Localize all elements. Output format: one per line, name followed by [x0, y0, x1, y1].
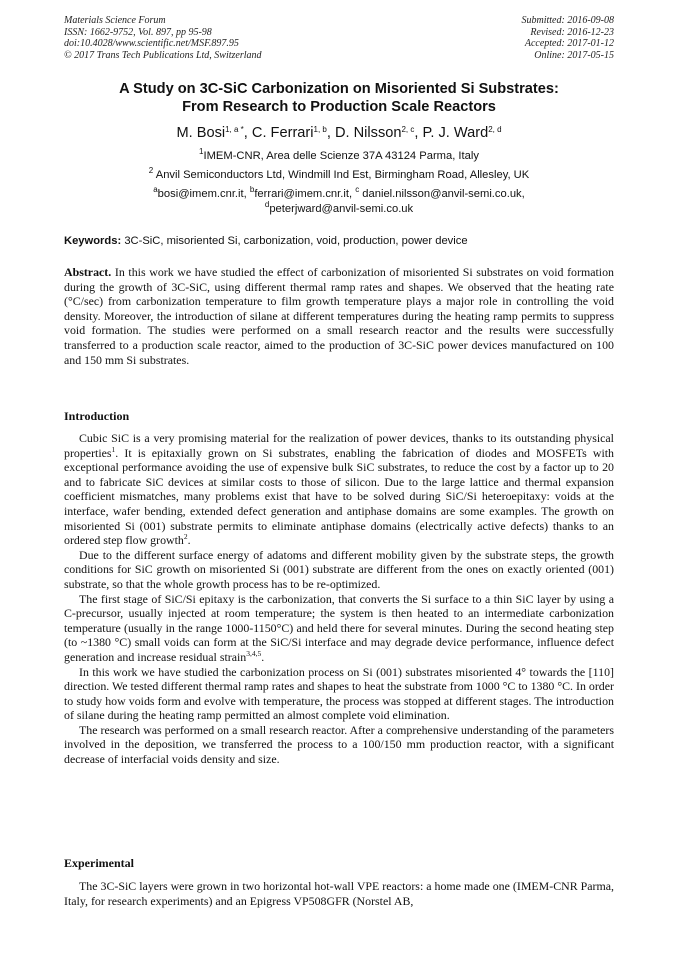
affiliation-2 — [40, 168, 638, 182]
copyright-line: © 2017 Trans Tech Publications Ltd, Switzerland — [64, 49, 262, 61]
affiliation-mark: 2 — [148, 166, 154, 175]
abstract-section — [64, 265, 614, 367]
intro-paragraph-4: In this work we have studied the carbonization process on Si (001) substrates misoriented 4° towards the [110] direction. We tested different thermal ramp rates and shapes to heat the substrate from 1000 °C to 1380 °C. In order to study how voids form and evolve with temperature, the process was stopped at different stages. The introduction of silane during the heating ramp permitted an almost complete void elimination. — [64, 664, 614, 723]
paragraph-text: The first stage of SiC/Si epitaxy is the carbonization, that converts the Si surface to a thin SiC layer by using a C-precursor, usually injected at room temperature; the system is then heated to an intermediate carbonization temperature (usually in the range 1000-1150°C) and held there for several minutes. During the second heating step (to ~1380 °C) small voids can form at the SiC/Si interface and may degrade device performance, influence defect generation and increase residual strain — [64, 591, 614, 664]
intro-paragraph-5: The research was performed on a small research reactor. After a comprehensive understanding of the parameters involved in the deposition, we transferred the process to a 100/150 mm production reactor, with a significant decrease of interfacial voids density and size. — [64, 722, 614, 767]
online-date: Online: 2017-05-15 — [534, 49, 614, 61]
keywords-line — [64, 234, 624, 248]
experimental-heading: Experimental — [64, 856, 134, 870]
title-line-2: From Research to Production Scale Reactors — [182, 99, 496, 115]
affiliation-text: Anvil Semiconductors Ltd, Windmill Ind Est, Birmingham Road, Allesley, UK — [155, 169, 530, 181]
issn-line: ISSN: 1662-9752, Vol. 897, pp 95-98 — [64, 26, 212, 38]
accepted-date: Accepted: 2017-01-12 — [524, 38, 614, 49]
citation-ref[interactable]: 2 — [183, 532, 188, 542]
email-line-2 — [40, 202, 638, 216]
citation-ref[interactable]: 3,4,5 — [246, 648, 262, 658]
intro-paragraph-3 — [64, 592, 614, 665]
affiliation-1 — [40, 149, 638, 163]
paragraph-text: . — [261, 649, 265, 664]
author-affiliation-mark: 2, c — [401, 125, 415, 134]
submitted-date: Submitted: 2016-09-08 — [521, 15, 614, 26]
email-link[interactable]: bosi@imem.cnr.it, — [157, 188, 247, 200]
author-name: C. Ferrari — [251, 125, 314, 141]
author-name: P. J. Ward — [422, 125, 489, 141]
author-affiliation-mark: 2, d — [488, 125, 502, 134]
citation-ref[interactable]: 1 — [111, 444, 116, 454]
author-list: M. Bosi$^{1, a *}$, C. Ferrari$^{1, b}$, D. Nilsson$^{2, c}$, P. J. Ward$^{2, d}$ — [176, 125, 502, 141]
title-line-1: A Study on 3C-SiC Carbonization on Misoriented Si Substrates: — [119, 81, 559, 97]
abstract-text: In this work we have studied the effect of carbonization of misoriented Si substrates on void formation during the growth of 3C-SiC, using different thermal ramp rates and shapes. We observed that the heating rate (°C/sec) from carbonization temperature to film growth temperature plays a major role in controlling the void density. Moreover, the introduction of silane at different temperatures during the heating ramp permits to suppress void formation. The studies were performed on a small research reactor and the results were successfully transferred to a production scale reactor, aimed to the production of 3C-SiC power devices manufactured on 100 and 150 mm Si substrates. — [64, 265, 614, 367]
email-mark: d — [264, 200, 270, 209]
abstract-label: Abstract. — [64, 265, 112, 279]
revised-date: Revised: 2016-12-23 — [530, 26, 614, 38]
paragraph-text: . — [187, 533, 191, 548]
introduction-section — [64, 431, 614, 767]
author-affiliation-mark: 1, a * — [225, 125, 244, 134]
author-affiliation-mark: 1, b — [313, 125, 327, 134]
journal-info — [64, 15, 262, 61]
experimental-paragraph-1: The 3C-SiC layers were grown in two horizontal hot-wall VPE reactors: a home made one (IMEM-CNR Parma, Italy, for research experiments) and an Epigress VP508GFR (Norstel AB, — [64, 879, 614, 908]
author-name: M. Bosi — [176, 125, 226, 141]
journal-name: Materials Science Forum — [64, 15, 166, 26]
author-name: D. Nilsson — [334, 125, 402, 141]
doi-line: doi:10.4028/www.scientific.net/MSF.897.95 — [64, 38, 239, 49]
keywords-text: 3C-SiC, misoriented Si, carbonization, void, production, power device — [124, 235, 468, 247]
paper-title — [40, 80, 638, 116]
intro-paragraph-2: Due to the different surface energy of adatoms and different mobility given by the substrate steps, the growth conditions for SiC growth on misoriented Si (001) substrate are different from the ones on exactly oriented (001) substrate, so that the whole growth process has to be re-optimized. — [64, 547, 614, 591]
intro-paragraph-1 — [64, 431, 614, 548]
email-mark: a — [153, 185, 158, 194]
abstract-paragraph — [64, 265, 614, 367]
email-link[interactable]: daniel.nilsson@anvil-semi.co.uk, — [362, 188, 525, 200]
paragraph-text: Cubic SiC is a very promising material for the realization of power devices, thanks to its outstanding physical properties — [64, 431, 614, 460]
paragraph-text: . It is epitaxially grown on Si substrates, enabling the fabrication of diodes and MOSFETs with exceptional performance avoiding the use of expensive bulk SiC substrates, to reduce the cost by a factor up to 20 and to fabricate SiC devices at similar costs to those of silicon. Due to the large lattice and thermal expansion coefficient mismatches, many problems exist that have to be solved during SiC/Si heteroepitaxy: voids at the interface, wafer bending, extended defect generation and antiphase domains are some examples. The growth on misoriented Si (001) substrate permits to eliminate antiphase domains (electrically active defects) thanks to an ordered step flow growth — [64, 445, 614, 548]
email-mark: b — [249, 185, 255, 194]
submission-dates — [522, 15, 615, 61]
email-mark: c — [355, 185, 360, 194]
affiliation-text: IMEM-CNR, Area delle Scienze 37A 43124 Parma, Italy — [203, 150, 479, 162]
email-link[interactable]: ferrari@imem.cnr.it, — [254, 188, 353, 200]
email-link[interactable]: peterjward@anvil-semi.co.uk — [269, 203, 414, 215]
keywords-label: Keywords: — [64, 235, 122, 247]
email-line-1 — [40, 187, 638, 201]
experimental-section — [64, 879, 614, 908]
introduction-heading: Introduction — [64, 409, 130, 423]
affiliation-mark: 1 — [199, 147, 204, 156]
